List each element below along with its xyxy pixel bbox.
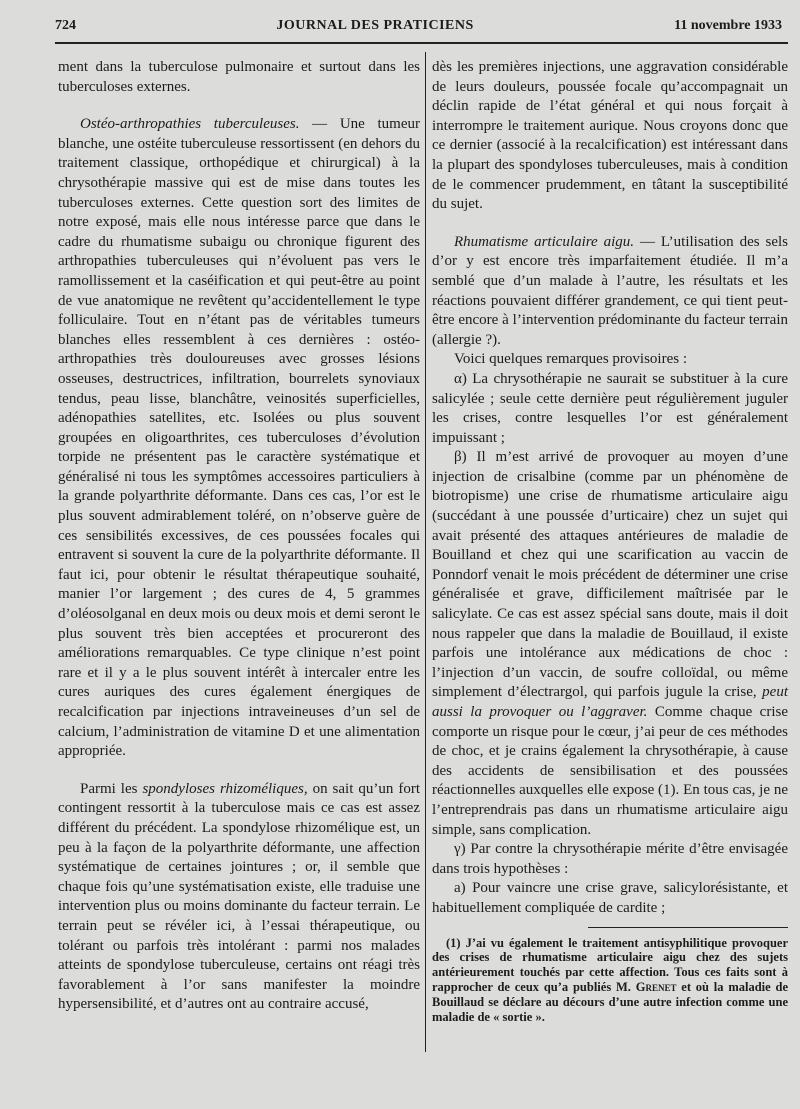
- page-number: 724: [55, 18, 76, 33]
- paragraph: Parmi les spondyloses rhizoméliques, on sait qu’un fort contingent ressortit à la tuberculose mais ce cas est assez différent du précédent. La spondylose rhizomélique est, un peu à la façon de la polyarthrite déformante, une affection systématique de certaines jointures ; or, il semble que chaque fois qu’une systématisation existe, elle traduise une intervention plus ou moins dominante du facteur terrain. Le terrain peut se révéler ici, à l’essai thérapeutique, ou tolérant ou parfois très intolérant : parmi nos malades atteints de spondylose tuberculeuse, certains ont réagi très favorablement à l’or sans manifester la moindre hypersensibilité, et d’autres ont au contraire accusé,: [58, 780, 421, 1013]
- remark-beta: β) Il m’est arrivé de provoquer au moyen d’une injection de crisalbine (comme par un phénomène de biotropisme) une crise de rhumatisme articulaire aigu (succédant à une poussée d’urticaire) chez un sujet qui avait présenté des attaques antérieures de maladie de Bouilland et chez qui une scarification au vaccin de Ponndorf venait le mois précédent de déterminer une crise généralisée et grave, difficilement maîtrisée par le salicylate. Ce cas est assez spécial sans doute, mais il doit nous rappeler que dans la maladie de Bouillaud, il existe parfois une intolérance aux médications de choc : l’injection d’un vaccin, de soufre colloïdal, ou même simplement d’électrargol, qui parfois jugule la crise, peut aussi la provoquer ou l’aggraver. Comme chaque crise comporte un risque pour le cœur, j’ai peur de ces méthodes de choc, et je crains également la chrysothérapie, à cause des accidents de sensibilisation et des poussées réactionnelles auxquelles elle expose (1). En tous cas, je ne l’entreprendrais pas dans un rhumatisme articulaire aigu simple, sans complication.: [432, 449, 789, 838]
- remark-gamma: γ) Par contre la chrysothérapie mérite d’être envisagée dans trois hypothèses :: [432, 841, 788, 877]
- header-rule: [55, 42, 788, 44]
- left-column: [58, 58, 420, 1015]
- paragraph: dès les premières injections, une aggravation considérable de leurs douleurs, poussée focale qu’accompagnait un déclin rapide de l’état général et qui nous forçait à interrompre le traitement aurique. Nous croyons donc que ce dernier (associé à la recalcification) est intéressant dans la plupart des spondyloses tuberculeuses, mais à condition de le commencer prudemment, en tâtant la susceptibilité du sujet.: [432, 59, 788, 213]
- paragraph: Voici quelques remarques provisoires :: [454, 351, 688, 368]
- remark-gamma-a: a) Pour vaincre une crise grave, salicylorésistante, et habituellement compliquée de cardite ;: [432, 880, 788, 916]
- footnote-rule: [588, 927, 788, 928]
- column-divider: [425, 52, 426, 1052]
- issue-date: 11 novembre 1933: [674, 18, 782, 33]
- paragraph: Ostéo-arthropathies tuberculeuses. — Une tumeur blanche, une ostéite tuberculeuse ressortissent (en dehors du traitement classique, orthopédique et chirurgical) à la chrysothérapie massive qui est de mise dans toutes les tuberculoses externes. Cette question sort des limites de notre exposé, mais elle nous intéresse parce que dans le cadre du rhumatisme subaigu ou chronique figurent des arthropathies tuberculeuses qui n’évoluent pas vers le ramollissement et la caséification et qui peut-être au point de vue anatomique ne revêtent qu’accidentellement le type folliculaire. Tout en n’étant pas de véritables tumeurs blanches elles ressemblent à ces dernières : ostéo-arthropathies très douloureuses avec grosses lésions osseuses, destructrices, infiltration, bourrelets synoviaux tendus, peau lisse, blanchâtre, veinosités superficielles, adénopathies satellites, etc. Isolées ou plus souvent groupées en oligoarthrites, ces tuberculoses d’évolution torpide ne présentent pas le caractère systématique et généralisé ni tous les symptômes accessoires particuliers à la grande polyarthrite déformante. Dans ces cas, l’or est le plus souvent admirablement toléré, on n’observe guère de ces sensibilités excessives, de ces poussées focales qui entravent si souvent la cure de la polyarthrite déformante. Il faut ici, pour obtenir le résultat thérapeutique souhaité, manier l’or largement ; des cures de 4, 5 grammes d’oléosolganal en deux mois ou deux mois et demi seront le plus souvent très bien acceptées et procureront des améliorations remarquables. Ce type clinique n’est point rare et il y a le plus souvent intérêt à intercaler entre les cures auriques des cures également énergiques de recalcification par injections intraveineuses d’un sel de calcium, l’administration de vitamine D et une alimentation appropriée.: [58, 116, 420, 760]
- section-heading-rhumatisme: Rhumatisme articulaire aigu.: [454, 233, 635, 250]
- section-heading-osteo: Ostéo-arthropathies tuberculeuses.: [80, 116, 300, 133]
- right-column: [432, 58, 788, 1024]
- section-heading-spondyloses: spondyloses rhizoméliques,: [142, 780, 308, 797]
- paragraph: Rhumatisme articulaire aigu. — L’utilisation des sels d’or y est encore très imparfaitement étudiée. Il m’a semblé que d’un malade à l’autre, les résultats et les réactions pouvaient différer grandement, ce qui tient peut-être encore à l’intervention prédominante du facteur terrain (allergie ?).: [432, 233, 788, 348]
- author-name: Grenet: [635, 979, 677, 994]
- running-header: [55, 18, 782, 44]
- footnote: (1) J’ai vu également le traitement antisyphilitique provoquer des crises de rhumatisme articulaire aigu chez des sujets antérieurement touchés par cette affection. Tous ces faits sont à rapprocher de ceux qu’a publiés M. Grenet et où la maladie de Bouillaud se déclare au décours d’une autre infection comme une maladie de « sortie ».: [432, 935, 788, 1024]
- journal-title: JOURNAL DES PRATICIENS: [276, 18, 474, 33]
- paragraph: ment dans la tuberculose pulmonaire et surtout dans les tuberculoses externes.: [58, 59, 420, 95]
- remark-alpha: α) La chrysothérapie ne saurait se substituer à la cure salicylée ; seule cette dernière peut régulièrement juguler les crises, contre lesquelles l’or est généralement impuissant ;: [432, 370, 788, 446]
